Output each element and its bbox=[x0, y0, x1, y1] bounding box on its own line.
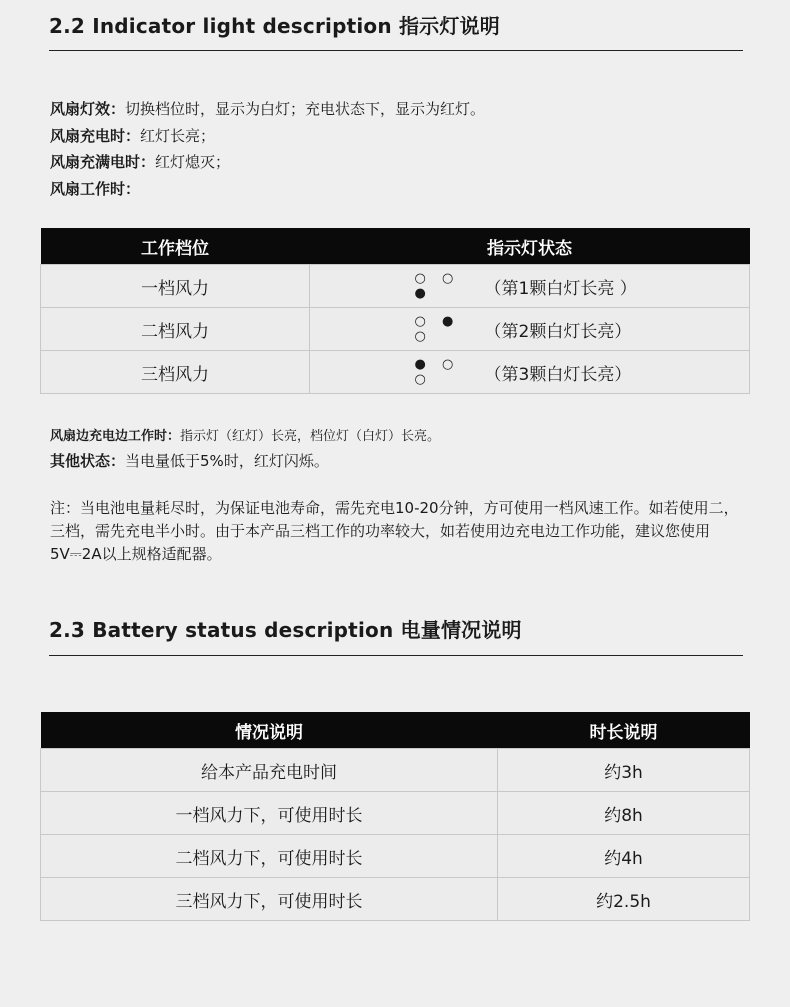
indicator-status: （第1颗白灯长亮 ） bbox=[484, 278, 637, 299]
line-label: 风扇充满电时： bbox=[50, 153, 156, 171]
indicator-dots-icon: ○ ● ○ bbox=[414, 314, 460, 344]
fan-full-charge-line bbox=[50, 151, 230, 172]
condition-cell: 一档风力下，可使用时长 bbox=[41, 792, 498, 835]
battery-table bbox=[40, 712, 750, 921]
table-header: 指示灯状态 bbox=[310, 228, 750, 265]
condition-cell: 给本产品充电时间 bbox=[41, 749, 498, 792]
duration-cell: 约2.5h bbox=[498, 878, 750, 921]
indicator-cell bbox=[310, 308, 750, 351]
gear-cell: 一档风力 bbox=[41, 265, 310, 308]
fan-charging-line bbox=[50, 125, 215, 146]
indicator-cell bbox=[310, 351, 750, 394]
section-title-battery: 2.3 Battery status description 电量情况说明 bbox=[49, 618, 522, 642]
line-text: 当电量低于5%时，红灯闪烁。 bbox=[125, 452, 329, 470]
gear-cell: 二档风力 bbox=[41, 308, 310, 351]
line-label: 风扇边充电边工作时： bbox=[50, 429, 181, 444]
indicator-status: （第3颗白灯长亮） bbox=[484, 364, 632, 385]
gear-cell: 三档风力 bbox=[41, 351, 310, 394]
table-row bbox=[41, 265, 750, 308]
indicator-status: （第2颗白灯长亮） bbox=[484, 321, 632, 342]
table-row bbox=[41, 835, 750, 878]
indicator-cell bbox=[310, 265, 750, 308]
duration-cell: 约4h bbox=[498, 835, 750, 878]
section-title-indicator: 2.2 Indicator light description 指示灯说明 bbox=[49, 14, 500, 38]
line-label: 其他状态： bbox=[50, 452, 126, 470]
other-status-line bbox=[50, 450, 329, 471]
table-row bbox=[41, 351, 750, 394]
table-header-row bbox=[41, 712, 750, 749]
condition-cell: 三档风力下，可使用时长 bbox=[41, 878, 498, 921]
line-text: 红灯熄灭； bbox=[155, 153, 231, 171]
fan-light-effect-line bbox=[50, 98, 485, 119]
indicator-dots-icon: ● ○ ○ bbox=[414, 357, 460, 387]
line-text: 指示灯（红灯）长亮，档位灯（白灯）长亮。 bbox=[180, 429, 441, 444]
battery-note: 注：当电池电量耗尽时，为保证电池寿命，需先充电10-20分钟，方可使用一档风速工作。如若使用二，三档，需先充电半小时。由于本产品三档工作的功率较大，如若使用边充电边工作功能，建议您使用5V⎓2A以上规格适配器。 bbox=[50, 499, 739, 563]
condition-cell: 二档风力下，可使用时长 bbox=[41, 835, 498, 878]
indicator-dots-icon: ○ ○ ● bbox=[414, 271, 460, 301]
table-row bbox=[41, 878, 750, 921]
line-text: 红灯长亮； bbox=[140, 127, 216, 145]
table-header: 工作档位 bbox=[41, 228, 310, 265]
duration-cell: 约8h bbox=[498, 792, 750, 835]
table-header: 情况说明 bbox=[41, 712, 498, 749]
divider bbox=[49, 655, 743, 656]
line-label: 风扇工作时： bbox=[50, 180, 141, 198]
charge-while-working-line bbox=[50, 425, 440, 444]
line-text: 切换档位时，显示为白灯；充电状态下，显示为红灯。 bbox=[125, 100, 486, 118]
duration-cell: 约3h bbox=[498, 749, 750, 792]
table-row bbox=[41, 749, 750, 792]
table-row bbox=[41, 308, 750, 351]
table-header-row bbox=[41, 228, 750, 265]
fan-working-line bbox=[50, 178, 140, 199]
table-header: 时长说明 bbox=[498, 712, 750, 749]
divider bbox=[49, 50, 743, 51]
line-label: 风扇充电时： bbox=[50, 127, 141, 145]
indicator-table bbox=[40, 228, 750, 394]
line-label: 风扇灯效： bbox=[50, 100, 126, 118]
table-row bbox=[41, 792, 750, 835]
